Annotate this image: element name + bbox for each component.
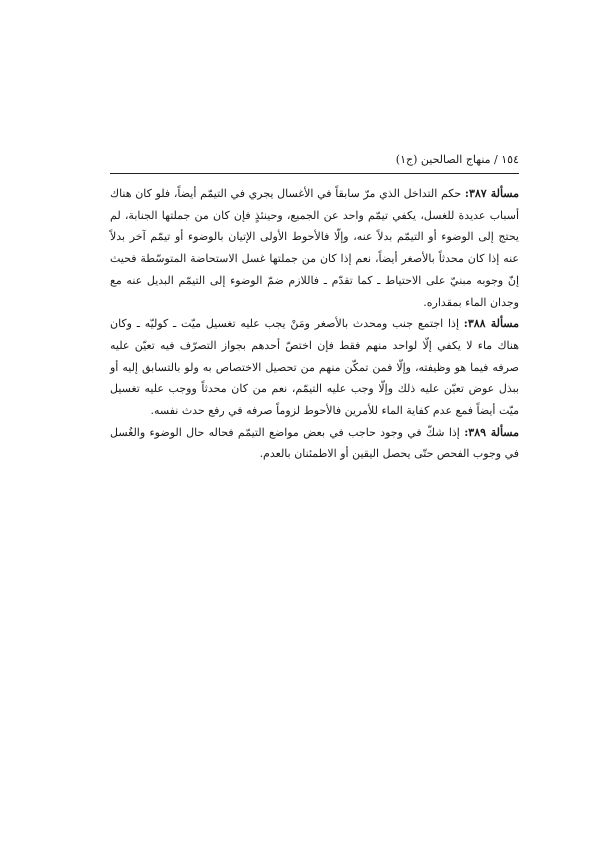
header-divider [110,173,519,174]
issue-title: مسألة ٣٨٨: [463,317,519,331]
running-header: ١٥٤ / منهاج الصالحين (ج١) [395,153,519,166]
issue-paragraph [110,313,519,422]
page-header [110,151,519,169]
page-body [110,183,519,465]
issue-text: إذا شكّ في وجود حاجب في بعض مواضع التيمّم فحاله حال الوضوء والغُسل في وجوب الفحص حتّى يحصل اليقين أو الاطمئنان بالعدم. [110,425,519,461]
issue-title: مسألة ٣٨٧: [464,187,520,200]
issue-paragraph [110,183,519,313]
issue-title: مسألة ٣٨٩: [464,425,519,439]
issue-paragraph [110,422,519,465]
issue-text: إذا اجتمع جنب ومحدث بالأصغر ومَنْ يجب عليه تغسيل ميّت ـ كوليّه ـ وكان هناك ماء لا يكفي إلّا لواحد منهم فقط فإن اختصّ أحدهم بجواز التصرّف فيه تعيّن عليه صرفه فيما هو وظيفته، وإلّا فمن تمكّن منهم من تحصيل الاختصاص به ولو بالتسابق إليه أو ببذل عوض تعيّن عليه ذلك وإلّا وجب عليه التيمّم، نعم من كان محدثاً ووجب عليه تغسيل ميّت أيضاً فمع عدم كفاية الماء للأمرين فالأحوط لزوماً صرفه في رفع حدث نفسه. [110,317,519,418]
issue-text: حكم التداخل الذي مرّ سابقاً في الأغسال يجري في التيمّم أيضاً، فلو كان هناك أسباب عديدة للغسل، يكفي تيمّم واحد عن الجميع، وحينئذٍ فإن كان من جملتها الجنابة، لم يحتج إلى الوضوء أو التيمّم بدلاً عنه، وإلّا فالأحوط الأولى الإتيان بالوضوء أو تيمّم آخر بدلاً عنه إذا كان محدثاً بالأصغر أيضاً، نعم إذا كان من جملتها غسل الاستحاضة المتوسّطة فحيث إنّ وجوبه مبنيّ على الاحتياط ـ كما تقدّم ـ فاللازم ضمّ الوضوء إلى التيمّم البديل عنه مع وجدان الماء بمقداره. [110,187,519,309]
